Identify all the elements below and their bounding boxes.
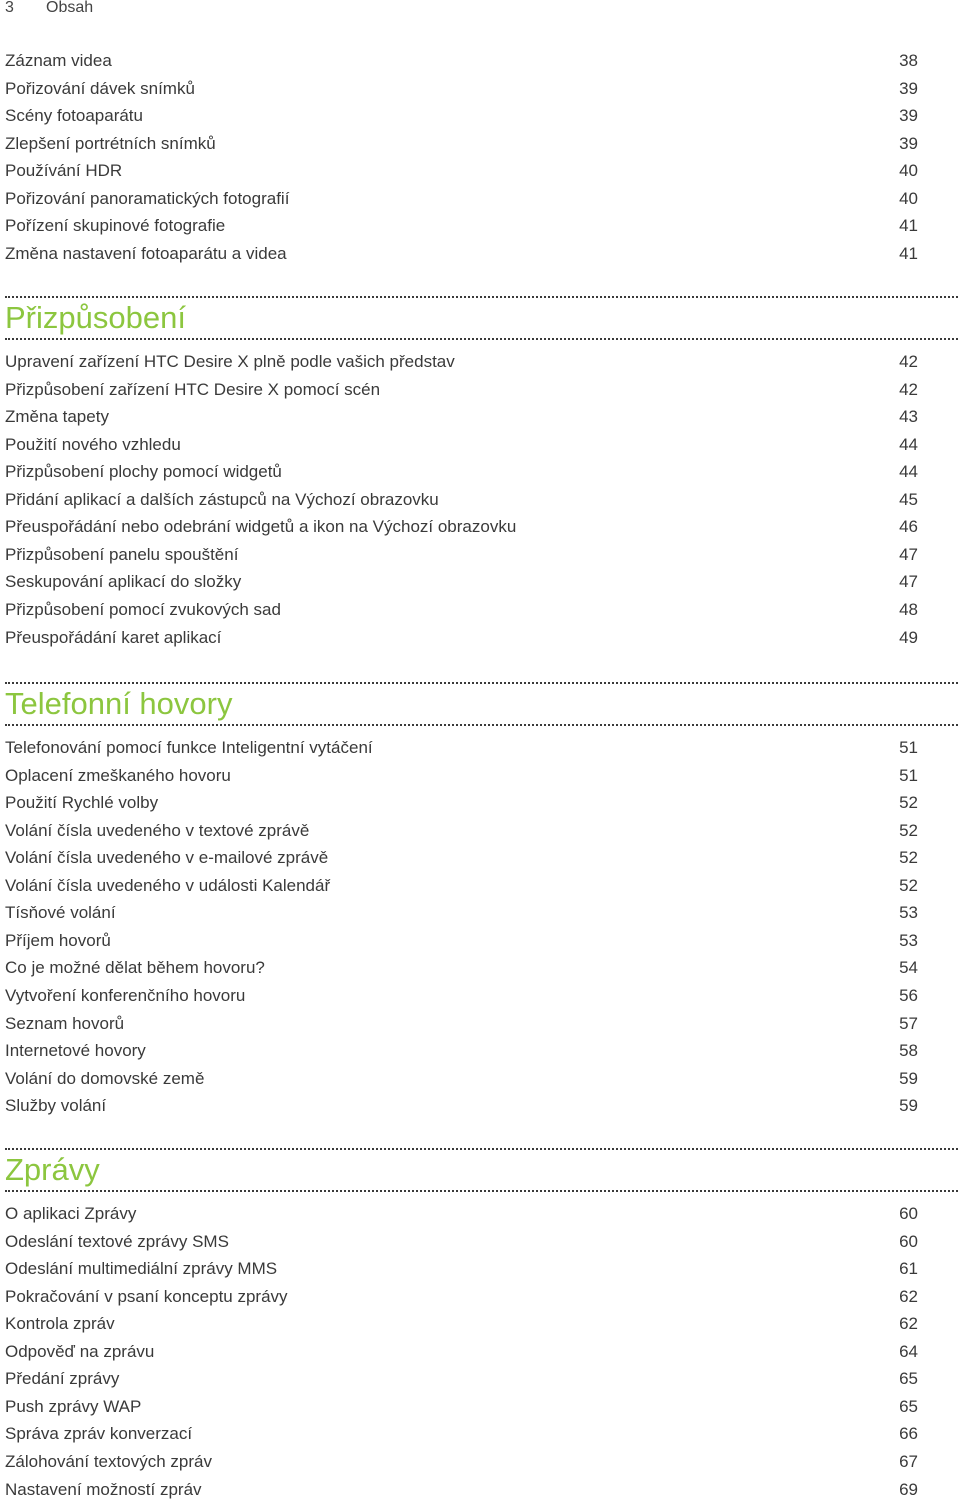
toc-entry[interactable] [5, 1421, 918, 1447]
entry-title: Používání HDR [5, 161, 123, 181]
entry-title: Příjem hovorů [5, 930, 111, 950]
page-title: Obsah [46, 0, 94, 16]
entry-title: Přizpůsobení panelu spouštění [5, 544, 239, 564]
toc-entry[interactable] [5, 1256, 918, 1282]
entry-title: Seskupování aplikací do složky [5, 572, 242, 592]
entry-title: Pořízení skupinové fotografie [5, 216, 226, 236]
entry-title: Kontrola zpráv [5, 1314, 115, 1334]
entry-title: O aplikaci Zprávy [5, 1204, 137, 1223]
section-heading[interactable]: Telefonní hovory [5, 686, 233, 721]
section-rule-bottom [5, 1190, 958, 1192]
entry-title: Volání do domovské země [5, 1068, 205, 1088]
entry-page-number: 42 [899, 379, 918, 399]
entry-title: Vytvoření konferenčního hovoru [5, 985, 246, 1005]
entry-page-number: 60 [899, 1204, 918, 1223]
entry-page-number: 42 [899, 352, 918, 371]
entry-page-number: 58 [899, 1041, 918, 1061]
toc-entry[interactable] [5, 1311, 918, 1337]
entry-title: Použití nového vzhledu [5, 434, 181, 454]
toc-entry[interactable] [5, 432, 918, 458]
toc-entry[interactable] [5, 241, 918, 267]
entry-page-number: 41 [899, 216, 918, 236]
entry-page-number: 66 [899, 1424, 918, 1444]
toc-entry[interactable] [5, 48, 918, 74]
entry-title: Služby volání [5, 1096, 107, 1116]
entry-title: Záznam videa [5, 51, 112, 70]
entry-title: Odeslání multimediální zprávy MMS [5, 1259, 278, 1279]
toc-entry[interactable] [5, 131, 918, 157]
toc-entry[interactable] [5, 900, 918, 926]
entry-page-number: 64 [899, 1341, 918, 1361]
toc-entry[interactable] [5, 845, 918, 871]
toc-entry[interactable] [5, 1229, 918, 1255]
toc-entry[interactable] [5, 542, 918, 568]
toc-entry[interactable] [5, 625, 918, 651]
entry-page-number: 53 [899, 903, 918, 923]
toc-entry[interactable] [5, 1038, 918, 1064]
toc-entry[interactable] [5, 377, 918, 403]
entry-page-number: 52 [899, 875, 918, 895]
toc-entry[interactable] [5, 818, 918, 844]
entry-page-number: 39 [899, 78, 918, 98]
page-number: 3 [5, 0, 14, 16]
entry-page-number: 52 [899, 820, 918, 840]
section-rule-top [5, 682, 958, 684]
toc-entry[interactable] [5, 404, 918, 430]
toc-entry[interactable] [5, 1201, 918, 1227]
entry-title: Pořizování dávek snímků [5, 78, 195, 98]
entry-title: Přizpůsobení plochy pomocí widgetů [5, 462, 282, 482]
entry-title: Scény fotoaparátu [5, 106, 143, 126]
entry-title: Přeuspořádání karet aplikací [5, 627, 222, 647]
entry-title: Oplacení zmeškaného hovoru [5, 765, 231, 785]
entry-page-number: 51 [899, 738, 918, 757]
entry-page-number: 45 [899, 489, 918, 509]
toc-entry[interactable] [5, 1284, 918, 1310]
entry-title: Volání čísla uvedeného v textové zprávě [5, 820, 310, 840]
entry-title: Přizpůsobení zařízení HTC Desire X pomocí scén [5, 379, 381, 399]
entry-page-number: 44 [899, 462, 918, 482]
entry-page-number: 52 [899, 793, 918, 813]
entry-page-number: 54 [899, 958, 918, 978]
entry-title: Internetové hovory [5, 1041, 146, 1061]
entry-page-number: 62 [899, 1286, 918, 1306]
toc-entry[interactable] [5, 928, 918, 954]
entry-title: Změna nastavení fotoaparátu a videa [5, 243, 287, 263]
entry-title: Předání zprávy [5, 1369, 120, 1389]
section-rule-top [5, 296, 958, 298]
entry-title: Pokračování v psaní konceptu zprávy [5, 1286, 288, 1306]
entry-title: Odeslání textové zprávy SMS [5, 1231, 229, 1251]
entry-title: Upravení zařízení HTC Desire X plně podle vašich představ [5, 352, 455, 371]
entry-page-number: 47 [899, 572, 918, 592]
section-rule-bottom [5, 338, 958, 340]
toc-entry[interactable] [5, 514, 918, 540]
entry-title: Volání čísla uvedeného v e-mailové zprávě [5, 848, 329, 868]
entry-page-number: 44 [899, 434, 918, 454]
entry-title: Změna tapety [5, 407, 109, 427]
entry-title: Nastavení možností zpráv [5, 1479, 202, 1499]
entry-title: Co je možné dělat během hovoru? [5, 958, 265, 978]
entry-page-number: 40 [899, 161, 918, 181]
entry-page-number: 40 [899, 188, 918, 208]
entry-page-number: 65 [899, 1369, 918, 1389]
entry-page-number: 57 [899, 1013, 918, 1033]
entry-title: Přidání aplikací a dalších zástupců na Výchozí obrazovku [5, 489, 439, 509]
entry-title: Odpověď na zprávu [5, 1341, 155, 1361]
entry-page-number: 38 [899, 51, 918, 70]
entry-page-number: 43 [899, 407, 918, 427]
entry-page-number: 41 [899, 243, 918, 263]
toc-entry[interactable] [5, 76, 918, 102]
entry-page-number: 62 [899, 1314, 918, 1334]
entry-title: Použití Rychlé volby [5, 793, 159, 813]
entry-title: Volání čísla uvedeného v události Kalendář [5, 875, 331, 895]
entry-title: Přeuspořádání nebo odebrání widgetů a ikon na Výchozí obrazovku [5, 517, 517, 537]
entry-title: Push zprávy WAP [5, 1396, 142, 1416]
toc-entry[interactable] [5, 158, 918, 184]
entry-title: Pořizování panoramatických fotografií [5, 188, 290, 208]
toc-entry[interactable] [5, 569, 918, 595]
entry-page-number: 52 [899, 848, 918, 868]
entry-page-number: 39 [899, 133, 918, 153]
toc-entry[interactable] [5, 487, 918, 513]
entry-page-number: 56 [899, 985, 918, 1005]
toc-entry[interactable] [5, 1477, 918, 1503]
toc-entry[interactable] [5, 1066, 918, 1092]
page-header [5, 0, 93, 16]
toc-entry[interactable] [5, 1366, 918, 1392]
toc-entry[interactable] [5, 213, 918, 239]
entry-page-number: 48 [899, 599, 918, 619]
entry-page-number: 39 [899, 106, 918, 126]
toc-entry[interactable] [5, 735, 918, 761]
entry-title: Správa zpráv konverzací [5, 1424, 193, 1444]
entry-page-number: 59 [899, 1096, 918, 1116]
toc-entry[interactable] [5, 459, 918, 485]
entry-page-number: 59 [899, 1068, 918, 1088]
toc-entry[interactable] [5, 983, 918, 1009]
entry-page-number: 49 [899, 627, 918, 647]
toc-entry[interactable] [5, 1449, 918, 1475]
section-heading[interactable]: Přizpůsobení [5, 300, 186, 335]
entry-title: Seznam hovorů [5, 1013, 125, 1033]
toc-entry[interactable] [5, 955, 918, 981]
toc-entry[interactable] [5, 873, 918, 899]
entry-title: Přizpůsobení pomocí zvukových sad [5, 599, 281, 619]
entry-page-number: 67 [899, 1451, 918, 1471]
entry-page-number: 46 [899, 517, 918, 537]
entry-page-number: 51 [899, 765, 918, 785]
entry-title: Telefonování pomocí funkce Inteligentní vytáčení [5, 738, 373, 757]
entry-page-number: 61 [899, 1259, 918, 1279]
toc-entry[interactable] [5, 1394, 918, 1420]
section-rule-bottom [5, 724, 958, 726]
section-heading[interactable]: Zprávy [5, 1152, 100, 1187]
toc-entry[interactable] [5, 1339, 918, 1365]
toc-entry[interactable] [5, 1093, 918, 1119]
entry-title: Tísňové volání [5, 903, 116, 923]
entry-page-number: 53 [899, 930, 918, 950]
entry-page-number: 60 [899, 1231, 918, 1251]
toc-entry[interactable] [5, 103, 918, 129]
entry-title: Zálohování textových zpráv [5, 1451, 212, 1471]
toc-entry[interactable] [5, 763, 918, 789]
entry-page-number: 47 [899, 544, 918, 564]
section-rule-top [5, 1148, 958, 1150]
toc-entry[interactable] [5, 790, 918, 816]
toc-entry[interactable] [5, 1011, 918, 1037]
toc-entry[interactable] [5, 186, 918, 212]
toc-entry[interactable] [5, 597, 918, 623]
entry-page-number: 69 [899, 1479, 918, 1499]
toc-entry[interactable] [5, 349, 918, 375]
entry-title: Zlepšení portrétních snímků [5, 133, 216, 153]
entry-page-number: 65 [899, 1396, 918, 1416]
